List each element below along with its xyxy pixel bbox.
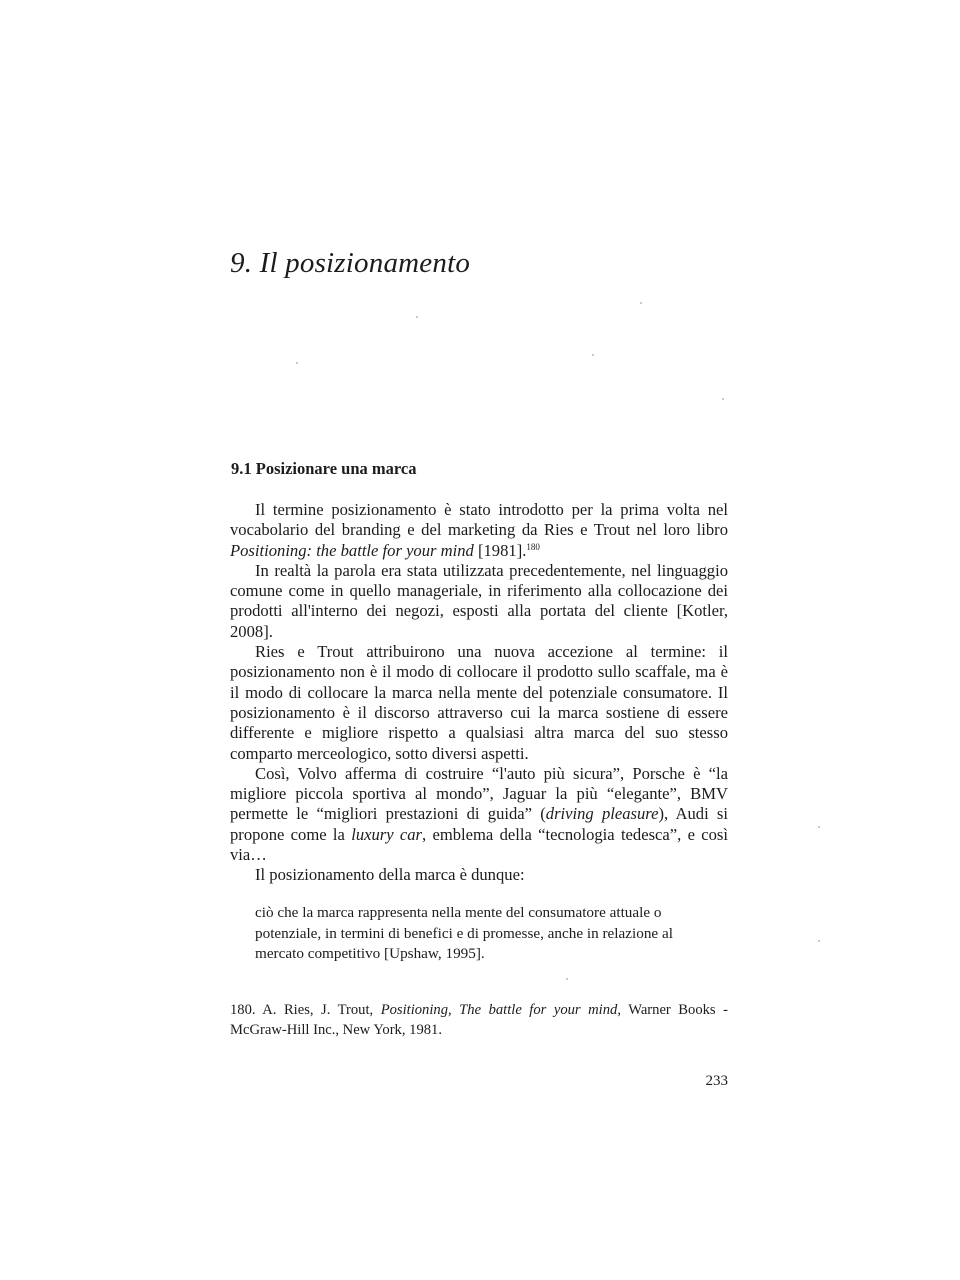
paragraph-1-text: Il termine posizionamento è stato introdotto per la prima volta nel vocabolario del branding e del marketing da Ries e Trout nel loro libro [230, 500, 728, 540]
paragraph-4-italic-driving: driving pleasure [545, 804, 659, 824]
scan-speck [818, 940, 820, 942]
body-text [230, 500, 728, 886]
paragraph-4-text-a: Così, Volvo afferma di costruire “l'auto più sicura”, Porsche è “la migliore piccola sportiva al mondo”, Jaguar la più “elegante”, BMV permette le “migliori prestazioni di guida” ( [230, 763, 728, 824]
paragraph-5: Il posizionamento della marca è dunque: [255, 865, 525, 885]
footnote-text-b: , Warner Books - McGraw-Hill Inc., New York, 1981. [230, 1002, 728, 1038]
footnote-reference: 180 [526, 541, 540, 552]
paragraph-2: In realtà la parola era stata utilizzata precedentemente, nel linguaggio comune come in quello manageriale, in riferimento alla collocazione dei prodotti all'interno dei negozi, esposti alla portata del cliente [Kotler, 2008]. [230, 560, 728, 641]
footnote-italic-title: Positioning, The battle for your mind [380, 1002, 618, 1018]
scan-speck [818, 826, 820, 828]
paragraph-1 [230, 500, 728, 561]
scan-speck [296, 362, 298, 364]
scan-speck [566, 978, 568, 980]
scan-speck [722, 398, 724, 400]
paragraph-4-italic-luxury: luxury car [351, 824, 423, 844]
scan-speck [640, 302, 642, 304]
scan-speck [592, 354, 594, 356]
paragraph-4 [230, 764, 728, 865]
paragraph-3: Ries e Trout attribuirono una nuova accezione al termine: il posizionamento non è il modo di collocare il prodotto sullo scaffale, ma è il modo di collocare la marca nella mente del potenziale consumatore. Il posizionamento è il discorso attraverso cui la marca sostiene di essere differente e migliore rispetto a qualsiasi altra marca del suo stesso comparto merceologico, sotto diversi aspetti. [230, 642, 728, 763]
footnote [230, 1001, 728, 1040]
footnote-text-a: 180. A. Ries, J. Trout, [230, 1002, 381, 1018]
chapter-title: 9. Il posizionamento [230, 247, 471, 279]
paragraph-4-text-b: ), Audi si propone come la [230, 804, 728, 844]
section-heading: 9.1 Posizionare una marca [231, 459, 417, 478]
scan-speck [416, 316, 418, 318]
paragraph-1-citation: [1981]. [473, 540, 527, 560]
page-number: 233 [705, 1073, 728, 1089]
block-quote: ciò che la marca rappresenta nella mente del consumatore attuale o potenziale, in termini di benefici e di promesse, anche in relazione al mercato competitivo [Upshaw, 1995]. [255, 904, 673, 963]
paragraph-4-text-c: , emblema della “tecnologia tedesca”, e così via… [230, 824, 728, 865]
book-title-italic: Positioning: the battle for your mind [230, 540, 474, 560]
